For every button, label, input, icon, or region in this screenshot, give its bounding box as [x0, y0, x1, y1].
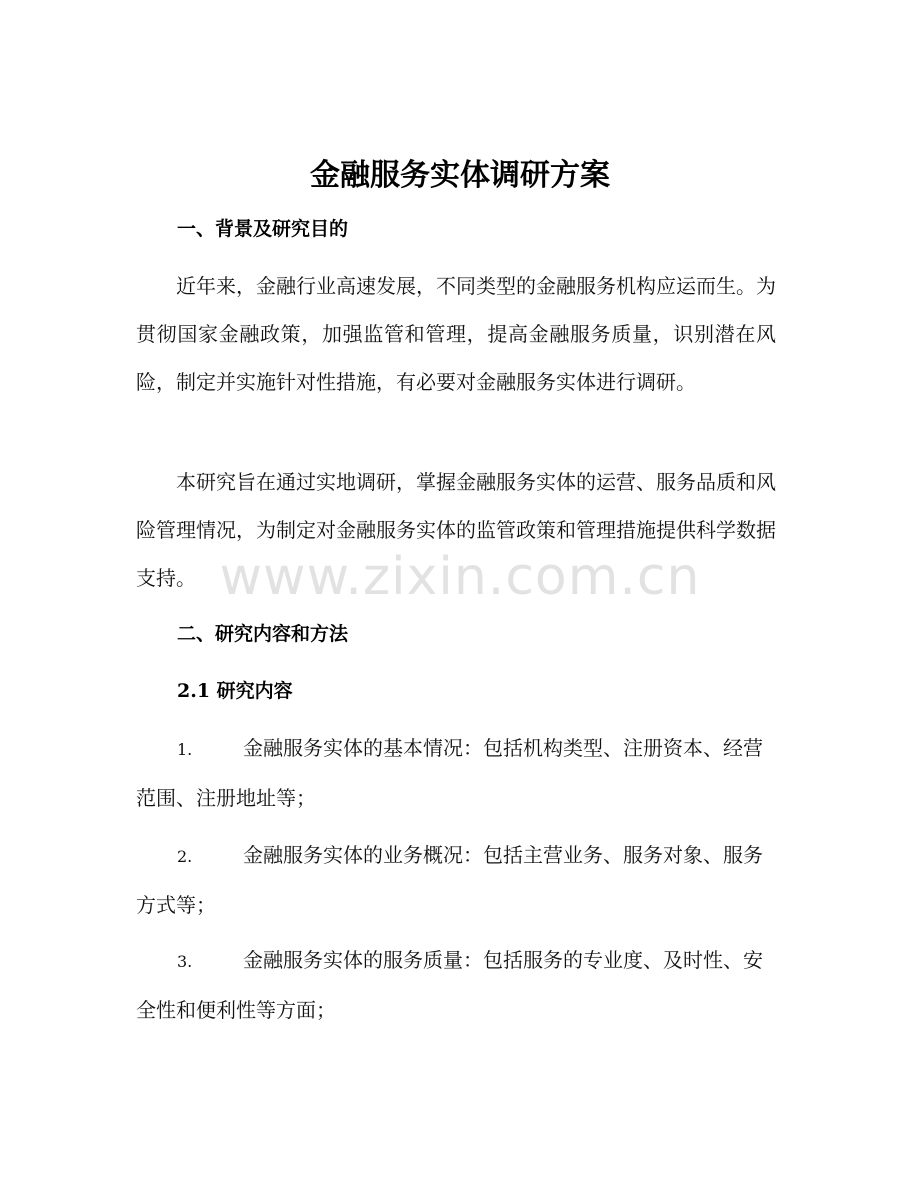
document-title: 金融服务实体调研方案	[310, 158, 610, 193]
list-item-number: 1.	[177, 740, 193, 759]
subsection-heading-research-content: 2.1 研究内容	[177, 680, 293, 702]
list-item	[136, 936, 776, 1034]
list-item-number: 2.	[177, 847, 193, 866]
list-item	[136, 724, 776, 822]
list-item-text: 金融服务实体的业务概况：包括主营业务、服务对象、服务方式等；	[136, 843, 763, 917]
paragraph-research-goal: 本研究旨在通过实地调研，掌握金融服务实体的运营、服务品质和风险管理情况，为制定对金融服务实体的监管政策和管理措施提供科学数据支持。	[136, 470, 776, 590]
watermark: www.zixin.com.cn	[219, 547, 701, 607]
section-heading-content-methods: 二、研究内容和方法	[177, 623, 349, 645]
paragraph-background: 近年来，金融行业高速发展，不同类型的金融服务机构应运而生。为贯彻国家金融政策，加强监管和管理，提高金融服务质量，识别潜在风险，制定并实施针对性措施，有必要对金融服务实体进行调研。	[136, 274, 776, 394]
list-item-text: 金融服务实体的服务质量：包括服务的专业度、及时性、安全性和便利性等方面；	[136, 948, 763, 1022]
section-heading-background: 一、背景及研究目的	[177, 218, 349, 240]
list-item	[136, 831, 776, 929]
list-item-number: 3.	[177, 952, 193, 971]
list-item-text: 金融服务实体的基本情况：包括机构类型、注册资本、经营范围、注册地址等；	[136, 736, 763, 810]
